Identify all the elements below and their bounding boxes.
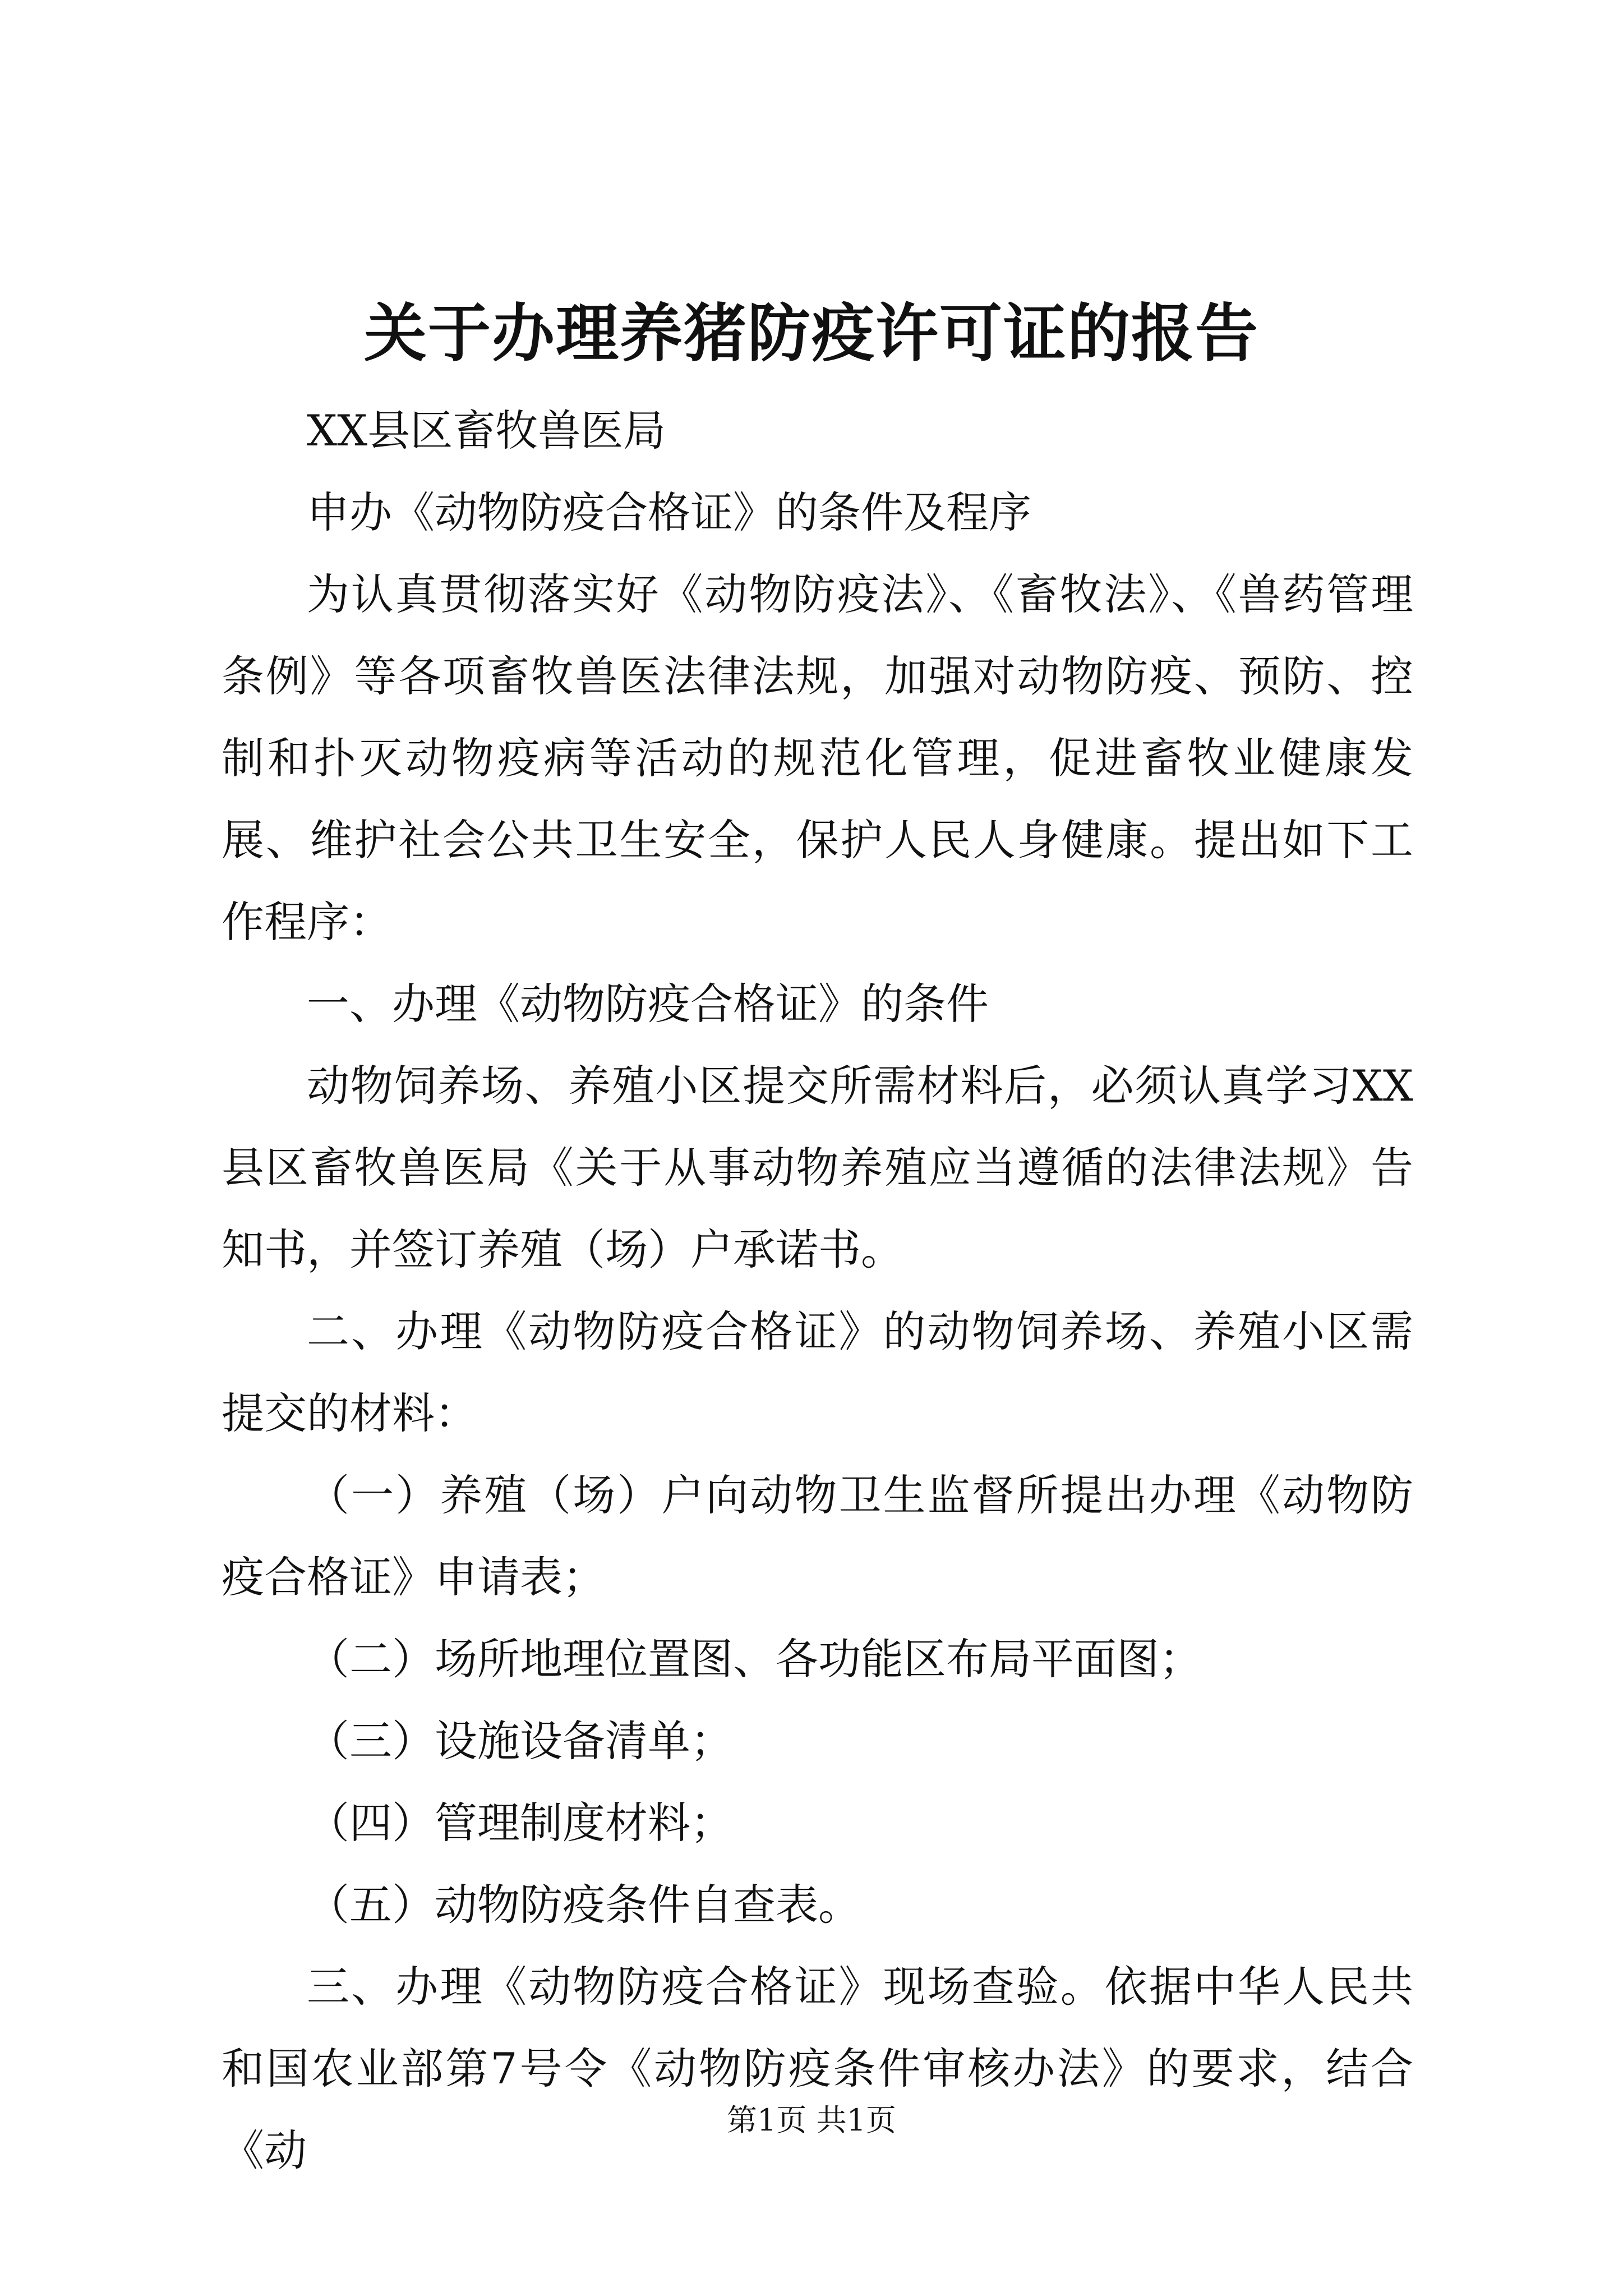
- list-item-4: （四）管理制度材料；: [307, 1798, 733, 1848]
- document-title: 关于办理养猪防疫许可证的报告: [364, 297, 1259, 370]
- document-body: [222, 390, 1413, 2192]
- list-item-1: （一）养殖（场）户向动物卫生监督所提出办理《动物防疫合格证》申请表；: [222, 1470, 1413, 1602]
- paragraph-section-1-body: 动物饲养场、养殖小区提交所需材料后，必须认真学习XX县区畜牧兽医局《关于从事动物养殖应当遵循的法律法规》告知书，并签订养殖（场）户承诺书。: [222, 1061, 1413, 1274]
- paragraph-addressee: XX县区畜牧兽医局: [307, 406, 666, 455]
- list-item-5: （五）动物防疫条件自查表。: [307, 1880, 861, 1930]
- paragraph-subject: 申办《动物防疫合格证》的条件及程序: [307, 487, 1031, 537]
- paragraph-section-1-heading: 一、办理《动物防疫合格证》的条件: [307, 979, 989, 1029]
- paragraph-section-2-heading: 二、办理《动物防疫合格证》的动物饲养场、养殖小区需提交的材料：: [222, 1306, 1413, 1438]
- page-number-footer: 第1页 共1页: [727, 2102, 896, 2138]
- list-item-2: （二）场所地理位置图、各功能区布局平面图；: [307, 1634, 1202, 1684]
- paragraph-intro: 为认真贯彻落实好《动物防疫法》、《畜牧法》、《兽药管理条例》等各项畜牧兽医法律法规，加强对动物防疫、预防、控制和扑灭动物疫病等活动的规范化管理，促进畜牧业健康发展、维护社会公共卫生安全，保护人民人身健康。提出如下工作程序：: [222, 569, 1413, 947]
- paragraph-section-3: 三、办理《动物防疫合格证》现场查验。依据中华人民共和国农业部第7号令《动物防疫条件审核办法》的要求，结合《动: [222, 1962, 1413, 2175]
- list-item-3: （三）设施设备清单；: [307, 1716, 733, 1766]
